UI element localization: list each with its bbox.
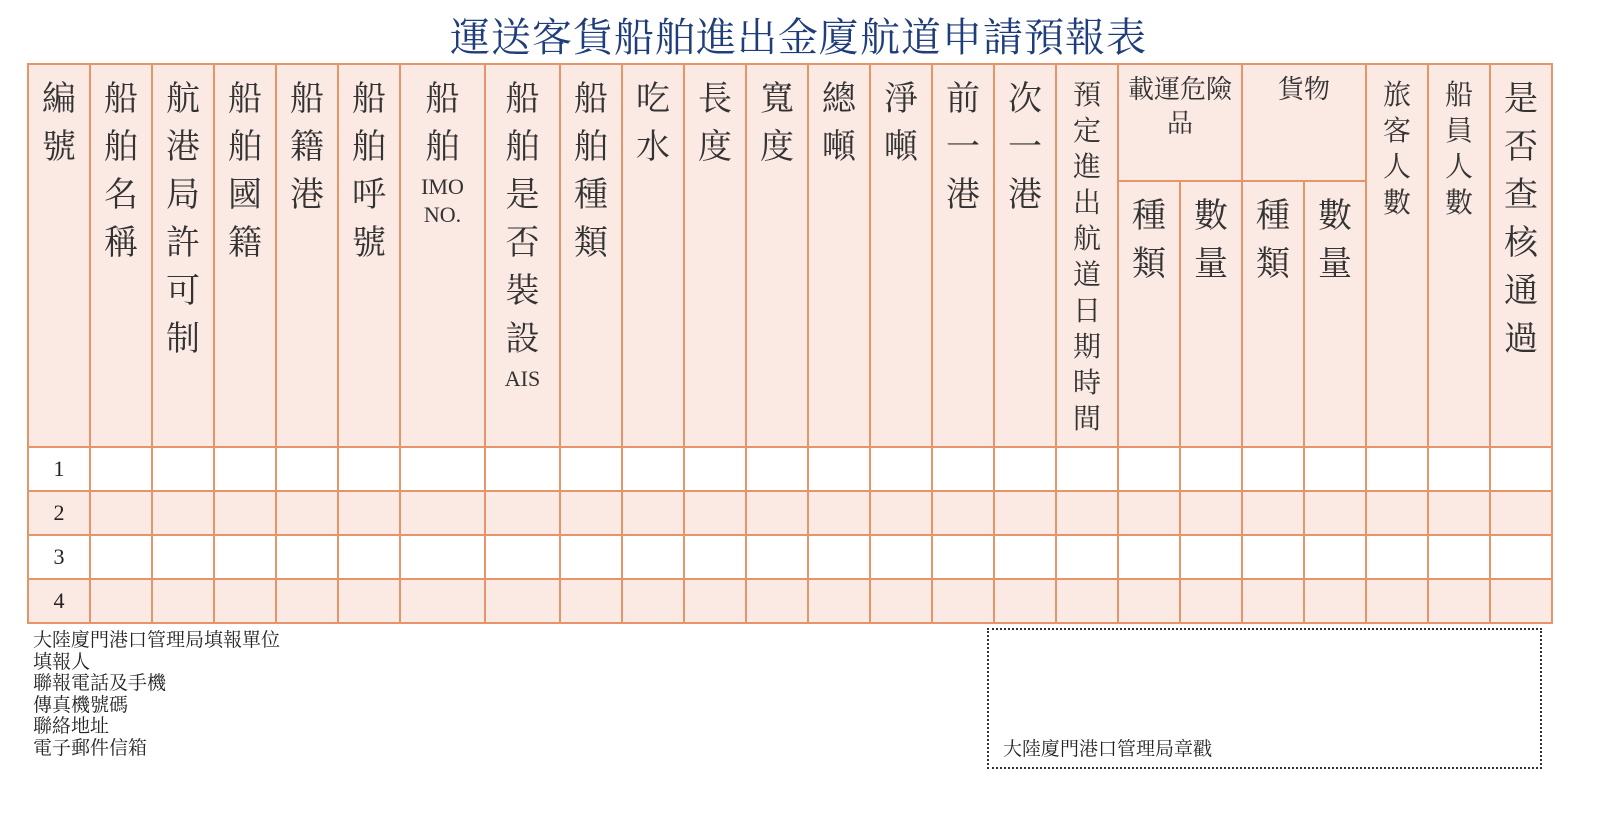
- table-cell[interactable]: [870, 579, 932, 623]
- table-cell[interactable]: [1366, 535, 1428, 579]
- table-cell[interactable]: [1180, 579, 1242, 623]
- table-cell[interactable]: [932, 491, 994, 535]
- table-cell[interactable]: [746, 579, 808, 623]
- table-cell[interactable]: [1056, 535, 1118, 579]
- table-cell[interactable]: [994, 491, 1056, 535]
- declaration-table: [27, 63, 1553, 624]
- col-previous-port: 前一港: [932, 64, 994, 447]
- table-cell[interactable]: [1304, 535, 1366, 579]
- col-scheduled-date: 預定進出航道日期時間: [1056, 64, 1118, 447]
- phone-label: 聯報電話及手機: [33, 672, 167, 694]
- col-ship-name: 船舶名稱: [90, 64, 152, 447]
- row-number: 3: [28, 535, 90, 579]
- table-cell[interactable]: [560, 447, 622, 491]
- table-cell[interactable]: [338, 447, 400, 491]
- table-cell[interactable]: [1118, 535, 1180, 579]
- table-cell[interactable]: [684, 579, 746, 623]
- table-cell[interactable]: [338, 535, 400, 579]
- unit-label: 大陸廈門港口管理局填報單位: [33, 629, 281, 651]
- table-cell[interactable]: [1366, 491, 1428, 535]
- col-cargo-quantity: 數量: [1304, 181, 1366, 447]
- table-cell[interactable]: [1304, 491, 1366, 535]
- address-label: 聯絡地址: [33, 715, 110, 737]
- table-cell[interactable]: [338, 491, 400, 535]
- col-draft: 吃水: [622, 64, 684, 447]
- table-cell[interactable]: [1242, 491, 1304, 535]
- table-cell[interactable]: [1366, 579, 1428, 623]
- table-cell[interactable]: [1242, 579, 1304, 623]
- table-cell[interactable]: [90, 535, 152, 579]
- table-cell[interactable]: [932, 535, 994, 579]
- table-cell[interactable]: [1180, 447, 1242, 491]
- table-cell[interactable]: [622, 491, 684, 535]
- table-cell[interactable]: [870, 447, 932, 491]
- col-serial: 編號: [28, 64, 90, 447]
- col-ship-type: 船舶種類: [560, 64, 622, 447]
- table-cell[interactable]: [808, 491, 870, 535]
- col-port-permit: 航港局許可制: [152, 64, 214, 447]
- table-cell[interactable]: [152, 579, 214, 623]
- table-cell[interactable]: [870, 491, 932, 535]
- table-cell[interactable]: [994, 579, 1056, 623]
- col-imo: 船舶 IMO NO.: [400, 64, 485, 447]
- table-cell[interactable]: [746, 535, 808, 579]
- table-cell[interactable]: [746, 447, 808, 491]
- table-cell[interactable]: [1304, 579, 1366, 623]
- table-cell[interactable]: [560, 535, 622, 579]
- table-cell[interactable]: [400, 491, 485, 535]
- table-cell[interactable]: [684, 491, 746, 535]
- table-cell[interactable]: [485, 491, 560, 535]
- table-cell[interactable]: [1490, 535, 1552, 579]
- col-ais: 船舶是否裝設 AIS: [485, 64, 560, 447]
- table-cell[interactable]: [1118, 579, 1180, 623]
- col-registry-port: 船籍港: [276, 64, 338, 447]
- table-cell[interactable]: [560, 579, 622, 623]
- col-passengers: 旅客人數: [1366, 64, 1428, 447]
- table-body: [28, 447, 1552, 623]
- table-cell[interactable]: [400, 447, 485, 491]
- table-cell[interactable]: [1428, 447, 1490, 491]
- table-cell[interactable]: [214, 491, 276, 535]
- col-dangerous-goods: 載運危險品: [1118, 64, 1242, 181]
- col-crew: 船員人數: [1428, 64, 1490, 447]
- table-row: [28, 491, 1552, 535]
- table-cell[interactable]: [808, 579, 870, 623]
- table-cell[interactable]: [932, 447, 994, 491]
- form-title: 運送客貨船舶進出金廈航道申請預報表: [450, 15, 1147, 61]
- table-cell[interactable]: [560, 491, 622, 535]
- table-cell[interactable]: [808, 447, 870, 491]
- table-cell[interactable]: [1056, 447, 1118, 491]
- col-cargo: 貨物: [1242, 64, 1366, 181]
- table-cell[interactable]: [485, 535, 560, 579]
- table-cell[interactable]: [746, 491, 808, 535]
- col-next-port: 次一港: [994, 64, 1056, 447]
- table-cell[interactable]: [90, 491, 152, 535]
- table-cell[interactable]: [1428, 579, 1490, 623]
- table-cell[interactable]: [400, 579, 485, 623]
- col-call-sign: 船舶呼號: [338, 64, 400, 447]
- fax-label: 傳真機號碼: [33, 693, 129, 716]
- table-cell[interactable]: [1242, 447, 1304, 491]
- col-dangerous-quantity: 數量: [1180, 181, 1242, 447]
- table-cell[interactable]: [1118, 491, 1180, 535]
- stamp-box: [987, 628, 1542, 769]
- col-gross-tonnage: 總噸: [808, 64, 870, 447]
- table-cell[interactable]: [90, 579, 152, 623]
- table-cell[interactable]: [400, 535, 485, 579]
- col-nationality: 船舶國籍: [214, 64, 276, 447]
- col-verified: 是否查核通過: [1490, 64, 1552, 447]
- table-cell[interactable]: [1490, 491, 1552, 535]
- table-cell[interactable]: [485, 447, 560, 491]
- email-label: 電子郵件信箱: [33, 736, 148, 759]
- table-cell[interactable]: [1366, 447, 1428, 491]
- filler-label: 填報人: [33, 650, 91, 673]
- table-cell[interactable]: [994, 447, 1056, 491]
- table-cell[interactable]: [276, 491, 338, 535]
- row-number: 4: [28, 579, 90, 623]
- table-cell[interactable]: [1490, 579, 1552, 623]
- row-number: 1: [28, 447, 90, 491]
- table-cell[interactable]: [622, 447, 684, 491]
- table-cell[interactable]: [152, 535, 214, 579]
- table-cell[interactable]: [1180, 535, 1242, 579]
- table-cell[interactable]: [870, 535, 932, 579]
- col-length: 長度: [684, 64, 746, 447]
- table-cell[interactable]: [276, 579, 338, 623]
- table-cell[interactable]: [1056, 491, 1118, 535]
- table-cell[interactable]: [214, 579, 276, 623]
- table-cell[interactable]: [214, 535, 276, 579]
- table-cell[interactable]: [1428, 491, 1490, 535]
- table-cell[interactable]: [1180, 491, 1242, 535]
- table-cell[interactable]: [622, 579, 684, 623]
- table-cell[interactable]: [622, 535, 684, 579]
- table-cell[interactable]: [485, 579, 560, 623]
- table-cell[interactable]: [1428, 535, 1490, 579]
- col-cargo-type: 種類: [1242, 181, 1304, 447]
- stamp-label: 大陸廈門港口管理局章戳: [1003, 738, 1213, 760]
- table-cell[interactable]: [932, 579, 994, 623]
- table-cell[interactable]: [90, 447, 152, 491]
- table-cell[interactable]: [808, 535, 870, 579]
- table-row: [28, 579, 1552, 623]
- table-cell[interactable]: [684, 535, 746, 579]
- table-cell[interactable]: [684, 447, 746, 491]
- table-cell[interactable]: [1490, 447, 1552, 491]
- applicant-info: [33, 630, 280, 759]
- table-cell[interactable]: [1056, 579, 1118, 623]
- table-cell[interactable]: [1118, 447, 1180, 491]
- table-cell[interactable]: [152, 491, 214, 535]
- col-width: 寬度: [746, 64, 808, 447]
- col-dangerous-type: 種類: [1118, 181, 1180, 447]
- table-row: [28, 447, 1552, 491]
- table-cell[interactable]: [338, 579, 400, 623]
- table-cell[interactable]: [1242, 535, 1304, 579]
- table-cell[interactable]: [276, 535, 338, 579]
- table-cell[interactable]: [276, 447, 338, 491]
- table-cell[interactable]: [994, 535, 1056, 579]
- col-net-tonnage: 淨噸: [870, 64, 932, 447]
- table-cell[interactable]: [1304, 447, 1366, 491]
- table-cell[interactable]: [152, 447, 214, 491]
- row-number: 2: [28, 491, 90, 535]
- table-row: [28, 535, 1552, 579]
- table-cell[interactable]: [214, 447, 276, 491]
